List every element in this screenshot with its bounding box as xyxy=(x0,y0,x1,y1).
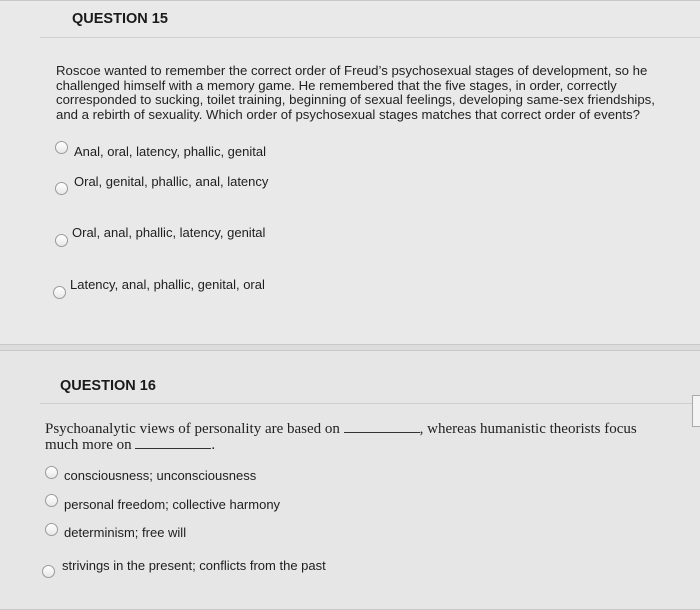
option-radio[interactable] xyxy=(42,565,55,578)
option-radio[interactable] xyxy=(55,182,68,195)
option-radio[interactable] xyxy=(55,141,68,154)
option-label[interactable]: Oral, genital, phallic, anal, latency xyxy=(74,174,269,189)
answer-blank xyxy=(344,422,420,433)
divider xyxy=(40,403,700,404)
question-16-text-part: much more on xyxy=(45,437,132,453)
question-15-text-line: challenged himself with a memory game. He remembered that the five stages, in order, correctly xyxy=(56,77,617,93)
divider xyxy=(40,37,700,38)
option-label[interactable]: Oral, anal, phallic, latency, genital xyxy=(72,225,266,240)
question-15-text xyxy=(56,64,696,122)
option-label[interactable]: strivings in the present; conflicts from the past xyxy=(62,558,326,573)
question-16-text-part: , whereas humanistic theorists focus xyxy=(419,421,637,437)
option-label[interactable]: consciousness; unconsciousness xyxy=(64,468,257,483)
option-radio[interactable] xyxy=(55,234,68,247)
option-radio[interactable] xyxy=(45,523,58,536)
question-16-text-part: Psychoanalytic views of personality are based on xyxy=(45,421,340,437)
option-label[interactable]: Latency, anal, phallic, genital, oral xyxy=(70,277,265,292)
option-label[interactable]: determinism; free will xyxy=(64,525,187,540)
option-radio[interactable] xyxy=(45,466,58,479)
question-15-heading: QUESTION 15 xyxy=(72,11,168,27)
question-15-text-line: corresponded to sucking, toilet training, beginning of sexual feelings, developing same-sex friendships, xyxy=(56,92,655,107)
question-15-text-line: Roscoe wanted to remember the correct order of Freud’s psychosexual stages of development, so he xyxy=(56,63,648,78)
question-15-text-line: and a rebirth of sexuality. Which order of psychosexual stages matches that correct order of events? xyxy=(56,106,640,122)
scroll-handle[interactable] xyxy=(692,395,700,427)
question-16-panel xyxy=(0,350,700,610)
answer-blank xyxy=(135,438,211,449)
question-16-heading: QUESTION 16 xyxy=(60,378,156,394)
option-radio[interactable] xyxy=(53,286,66,299)
option-label[interactable]: Anal, oral, latency, phallic, genital xyxy=(74,144,266,159)
option-radio[interactable] xyxy=(45,494,58,507)
question-16-text xyxy=(45,421,675,453)
question-16-text-part: . xyxy=(211,437,216,453)
option-label[interactable]: personal freedom; collective harmony xyxy=(64,497,281,512)
